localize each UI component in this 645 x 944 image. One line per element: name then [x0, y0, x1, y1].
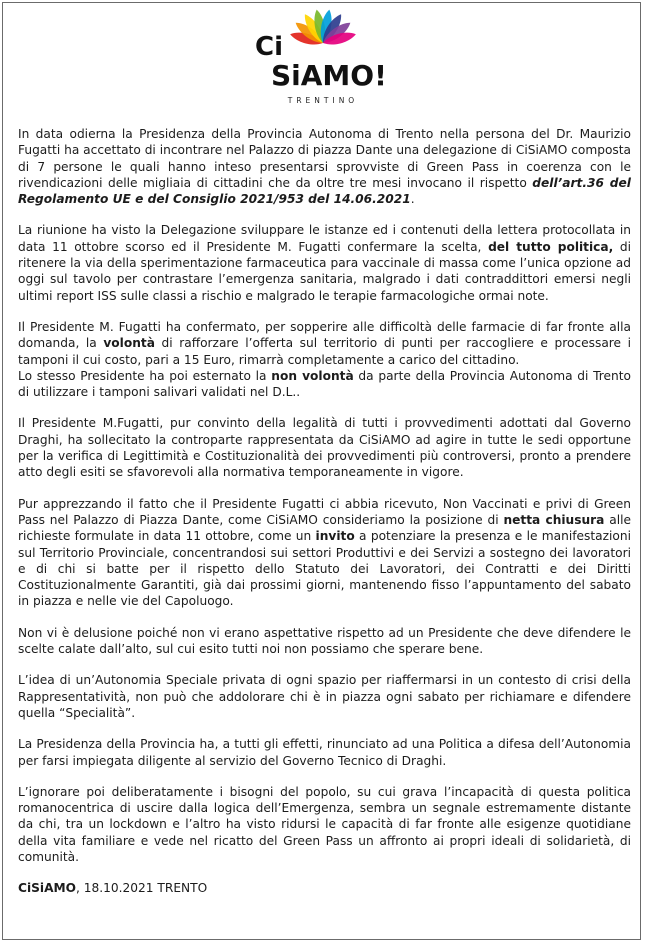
document-page: [2, 2, 641, 940]
paragraph-4: Il Presidente M.Fugatti, pur convinto della legalità di tutti i provvedimenti adottati dal Governo Draghi, ha sollecitato la controparte rappresentata da CiSiAMO ad agire in tutte le sedi opportune per la verifica di Legittimità e Costituzionalità dei provvedimenti più controversi, pronto a prendere atto degli esiti se sfavorevoli alla normativa temporaneamente in vigore.: [18, 416, 631, 480]
paragraph-3: Il Presidente M. Fugatti ha confermato, per sopperire alle difficoltà delle farmacie di far fronte alla domanda, la volontà di rafforzare l’offerta sul territorio di punti per raccogliere e processare i tamponi il cui costo, pari a 15 Euro, rimarrà completamente a carico del cittadino. Lo stesso Presidente ha poi esternato la non volontà da parte della Provincia Autonoma di Trento di utilizzare i tamponi salivari validati nel D.L..: [18, 319, 631, 400]
paragraph-1: In data odierna la Presidenza della Provincia Autonoma di Trento nella persona del Dr. Maurizio Fugatti ha accettato di incontrare nel Palazzo di piazza Dante una delegazione di CiSiAMO composta di 7 persone le quali hanno inteso presentarsi sprovviste di Green Pass in coerenza con le rivendicazioni delle migliaia di cittadini che da oltre tre mesi invocano il rispetto dell’art.36 del Regolamento UE e del Consiglio 2021/953 del 14.06.2021.: [18, 127, 631, 207]
paragraph-2: La riunione ha visto la Delegazione sviluppare le istanze ed i contenuti della lettera protocollata in data 11 ottobre scorso ed il Presidente M. Fugatti confermare la scelta, del tutto politica, di ritenere la via della sperimentazione farmaceutica para vaccinale di massa come l’unica opzione ad oggi sul tavolo per contrastare l’emergenza sanitaria, malgrado i dati contraddittori emersi negli ultimi report ISS sulle classi a rischio e malgrado le terapie farmacologiche ormai note.: [18, 223, 632, 303]
paragraph-5: Pur apprezzando il fatto che il Presidente Fugatti ci abbia ricevuto, Non Vaccinati e privi di Green Pass nel Palazzo di Piazza Dante, come CiSiAMO consideriamo la posizione di netta chiusura alle richieste formulate in data 11 ottobre, come un invito a potenziare la presenza e le manifestazioni sul Territorio Provinciale, concentrandosi sui settori Produttivi e dei Servizi a sostegno dei lavoratori e di chi si batte per il rispetto dello Statuto dei Lavoratori, dei Contratti e dei Diritti Costituzionalmente Garantiti, già dai prossimi giorni, mantenendo fisso l’appuntamento del sabato in piazza e nelle vie del Capoluogo.: [18, 496, 631, 609]
logo-text-trentino: TRENTINO: [287, 96, 359, 105]
cisiamo-logo: [249, 7, 397, 107]
logo-text-siamo: SiAMO!: [271, 59, 387, 92]
paragraph-9: L’ignorare poi deliberatamente i bisogni del popolo, su cui grava l’incapacità di questa politica romanocentrica di uscire dalla logica dell’Emergenza, sembra un segnale estremamente distante da chi, tra un lockdown e l’altro ha visto ridursi le capacità di far fronte alle esigenze quotidiane della vita familiare e vede nel ricatto del Green Pass un affronto ai propri ideali di solidarietà, di comunità.: [18, 784, 631, 864]
logo-text-ci: Ci: [255, 32, 283, 62]
document-body: [18, 126, 631, 897]
paragraph-6: Non vi è delusione poiché non vi erano aspettative rispetto ad un Presidente che deve difendere le scelte calate dall’alto, sul cui esito tutti noi non possiamo che sperare bene.: [18, 625, 631, 657]
signature-line: CiSiAMO, 18.10.2021 TRENTO: [18, 881, 208, 896]
paragraph-7: L’idea di un’Autonomia Speciale privata di ogni spazio per riaffermarsi in un contesto di crisi della Rappresentatività, non può che addolorare chi è in piazza ogni sabato per richiamare e difendere quella “Specialità”.: [18, 673, 631, 720]
paragraph-8: La Presidenza della Provincia ha, a tutti gli effetti, rinunciato ad una Politica a difesa dell’Autonomia per farsi impiegata diligente al servizio del Governo Tecnico di Draghi.: [18, 737, 631, 768]
